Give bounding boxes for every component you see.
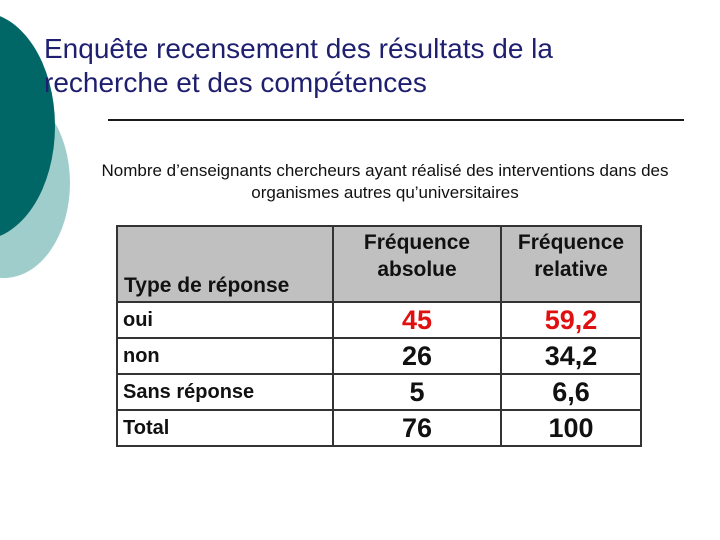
table-header-row (117, 226, 641, 302)
cell-relative: 34,2 (501, 338, 641, 374)
cell-absolue: 5 (333, 374, 501, 410)
header-type-de-reponse: Type de réponse (117, 226, 333, 302)
cell-relative: 100 (501, 410, 641, 446)
cell-relative: 59,2 (501, 302, 641, 338)
row-label: Total (117, 410, 333, 446)
row-label: non (117, 338, 333, 374)
table-row (117, 338, 641, 374)
title-divider (108, 119, 684, 121)
cell-absolue: 76 (333, 410, 501, 446)
table-row (117, 302, 641, 338)
table-row (117, 410, 641, 446)
cell-relative: 6,6 (501, 374, 641, 410)
table-row (117, 374, 641, 410)
header-frequence-relative: Fréquence relative (501, 226, 641, 302)
slide-title: Enquête recensement des résultats de la recherche et des compétences (44, 33, 553, 99)
cell-absolue: 45 (333, 302, 501, 338)
row-label: Sans réponse (117, 374, 333, 410)
row-label: oui (117, 302, 333, 338)
results-table (116, 225, 642, 447)
slide-subtitle: Nombre d’enseignants chercheurs ayant réalisé des interventions dans des organismes autres qu’universitaires (101, 161, 669, 203)
cell-absolue: 26 (333, 338, 501, 374)
header-frequence-absolue: Fréquence absolue (333, 226, 501, 302)
